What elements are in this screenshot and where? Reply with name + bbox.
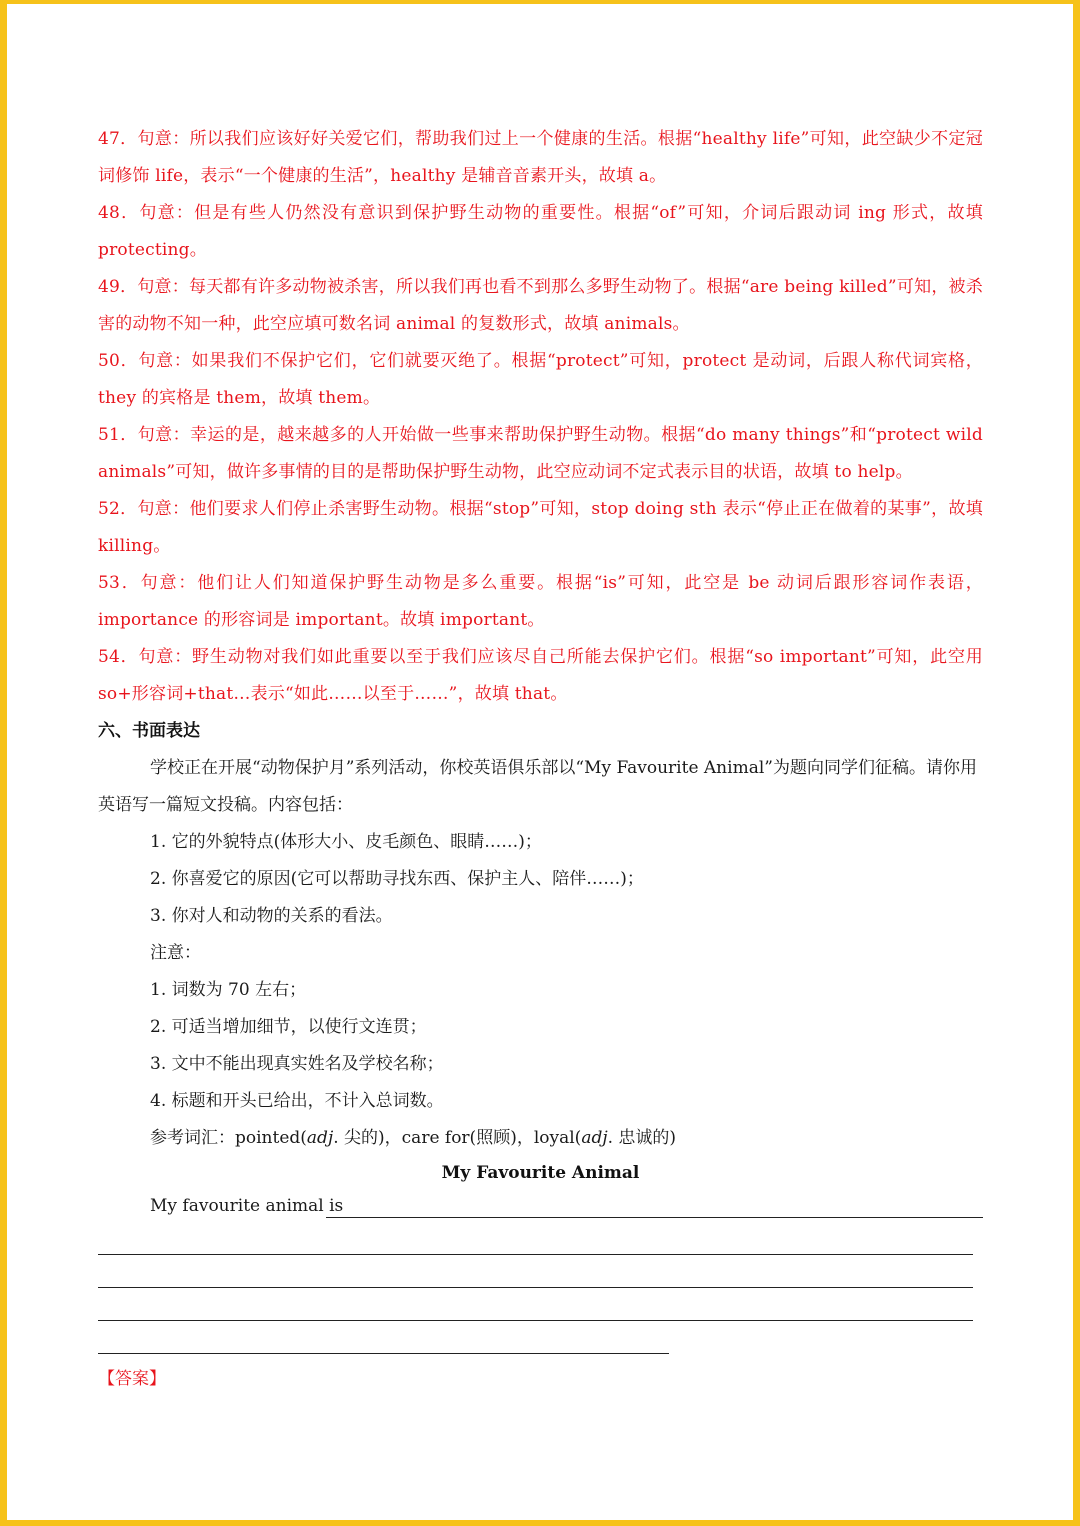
answer-52: 52．句意：他们要求人们停止杀害野生动物。根据“stop”可知，stop doing sth 表示“停止正在做着的某事”，故填 killing。 [98,499,983,556]
answer-tag: 【答案】 [98,1369,166,1389]
answer-48: 48．句意：但是有些人仍然没有意识到保护野生动物的重要性。根据“of”可知，介词后跟动词 ing 形式，故填 protecting。 [98,203,983,260]
note-label: 注意： [150,943,201,963]
note-item: 4. 标题和开头已给出，不计入总词数。 [150,1091,444,1111]
answer-explanations [98,121,983,713]
blank-underline [326,1217,983,1218]
blank-underline [98,1353,669,1354]
notes-list [98,972,983,1120]
writing-line[interactable] [98,1223,983,1256]
content-points [98,824,983,935]
writing-line[interactable] [98,1322,983,1355]
answer-49: 49．句意：每天都有许多动物被杀害，所以我们再也看不到那么多野生动物了。根据“are being killed”可知，被杀害的动物不知一种，此空应填可数名词 animal 的复数形式，故填 animals。 [98,277,983,334]
writing-line[interactable] [98,1256,983,1289]
writing-line-first[interactable] [98,1190,983,1223]
essay-start: My favourite animal is [150,1196,344,1216]
answer-50: 50．句意：如果我们不保护它们，它们就要灭绝了。根据“protect”可知，protect 是动词，后跟人称代词宾格，they 的宾格是 them，故填 them。 [98,351,983,408]
content-point: 3. 你对人和动物的关系的看法。 [150,906,393,926]
essay-title: My Favourite Animal [441,1163,640,1183]
vocab-adj-2: adj [581,1128,608,1148]
reference-vocabulary [98,1120,983,1157]
blank-underline [98,1287,973,1288]
note-item: 3. 文中不能出现真实姓名及学校名称； [150,1054,444,1074]
writing-line[interactable] [98,1289,983,1322]
answer-47: 47．句意：所以我们应该好好关爱它们，帮助我们过上一个健康的生活。根据“healthy life”可知，此空缺少不定冠词修饰 life，表示“一个健康的生活”，healthy 是辅音音素开头，故填 a。 [98,129,983,186]
content-point: 1. 它的外貌特点(体形大小、皮毛颜色、眼睛……)； [150,832,542,852]
blank-underline [98,1254,973,1255]
answer-53: 53．句意：他们让人们知道保护野生动物是多么重要。根据“is”可知，此空是 be 动词后跟形容词作表语，importance 的形容词是 important。故填 important。 [98,573,983,630]
vocab-prefix: 参考词汇：pointed( [150,1128,307,1148]
vocab-mid: . 尖的)，care for(照顾)，loyal( [333,1128,582,1148]
vocab-suffix: . 忠诚的) [607,1128,677,1148]
note-item: 1. 词数为 70 左右； [150,980,307,1000]
answer-54: 54．句意：野生动物对我们如此重要以至于我们应该尽自己所能去保护它们。根据“so important”可知，此空用 so+形容词+that…表示“如此……以至于……”，故填 that。 [98,647,983,704]
answer-51: 51．句意：幸运的是，越来越多的人开始做一些事来帮助保护野生动物。根据“do many things”和“protect wild animals”可知，做许多事情的目的是帮助保护野生动物，此空应动词不定式表示目的状语，故填 to help。 [98,425,983,482]
vocab-adj-1: adj [306,1128,334,1148]
note-item: 2. 可适当增加细节，以使行文连贯； [150,1017,427,1037]
blank-underline [98,1320,973,1321]
section-heading: 六、书面表达 [98,721,200,741]
document-page [98,121,983,1415]
content-point: 2. 你喜爱它的原因(它可以帮助寻找东西、保护主人、陪伴……)； [150,869,644,889]
writing-prompt: 学校正在开展“动物保护月”系列活动，你校英语俱乐部以“My Favourite Animal”为题向同学们征稿。请你用英语写一篇短文投稿。内容包括： [98,758,977,815]
